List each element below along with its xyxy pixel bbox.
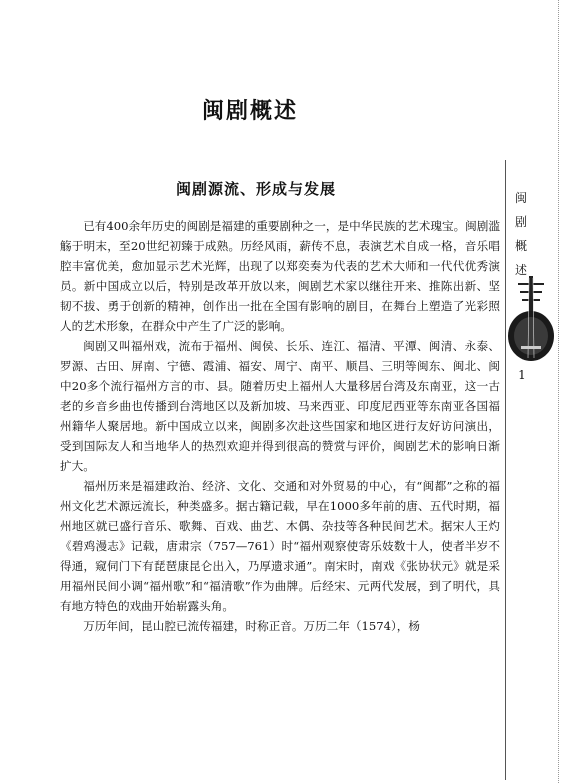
margin-rule: [505, 160, 506, 780]
side-title-char: 剧: [514, 215, 527, 229]
side-title-char: 述: [514, 263, 527, 277]
paragraph-3: 福州历来是福建政治、经济、文化、交通和对外贸易的中心，有“闽都”之称的福州文化艺术源远流长，种类盛多。据古籍记载，早在1000多年前的唐、五代时期，福州地区就已盛行音乐、歌舞、百戏、曲艺、木偶、杂技等各种民间艺术。据宋人王灼《碧鸡漫志》记载，唐肃宗（757—761）时“福州观察使寄乐妓数十人，使者半岁不得通，窥伺门下有琵琶康昆仑出入，乃厚遗求通”。南宋时，南戏《张协状元》就是采用福州民间小调“福州歌”和“福清歌”作为曲牌。后经宋、元两代发展，到了明代，具有地方特色的戏曲开始崭露头角。: [60, 479, 500, 613]
page-number: 1: [518, 368, 526, 382]
body-text: [60, 216, 500, 636]
running-header-vertical: [513, 186, 529, 282]
binding-edge: [558, 0, 559, 783]
paragraph-2: 闽剧又叫福州戏，流布于福州、闽侯、长乐、连江、福清、平潭、闽清、永泰、罗源、古田、屏南、宁德、霞浦、福安、周宁、南平、顺昌、三明等闽东、闽北、闽中20多个流行福州方言的市、县。随着历史上福州人大量移居台湾及东南亚，这一古老的乡音乡曲也传播到台湾地区以及新加坡、马来西亚、印度尼西亚等东南亚各国福州籍华人聚居地。新中国成立以来，闽剧多次赴这些国家和地区进行友好访问演出，受到国际友人和当地华人的热烈欢迎并得到很高的赞赏与评价，闽剧艺术的影响日渐扩大。: [60, 339, 500, 473]
section-subtitle: 闽剧源流、形成与发展: [175, 180, 336, 198]
side-title-char: 概: [514, 239, 527, 253]
page-title: 闽剧概述: [201, 99, 298, 124]
side-title-char: 闽: [514, 191, 527, 205]
paragraph-1: 已有400余年历史的闽剧是福建的重要剧种之一，是中华民族的艺术瑰宝。闽剧滥觞于明末，至20世纪初臻于成熟。历经风雨，薪传不息，表演艺术自成一格，音乐唱腔丰富优美，愈加显示艺术光辉，出现了以郑奕奏为代表的艺术大师和一代代优秀演员。新中国成立以后，特别是改革开放以来，闽剧艺术家以继往开来、推陈出新、坚韧不拔、勇于创新的精神，创作出一批在全国有影响的剧目，在舞台上塑造了光彩照人的艺术形象，在群众中产生了广泛的影响。: [60, 219, 500, 333]
paragraph-4: 万历年间，昆山腔已流传福建，时称正音。万历二年（1574），杨: [83, 619, 420, 633]
pipa-instrument-icon: [504, 276, 560, 364]
